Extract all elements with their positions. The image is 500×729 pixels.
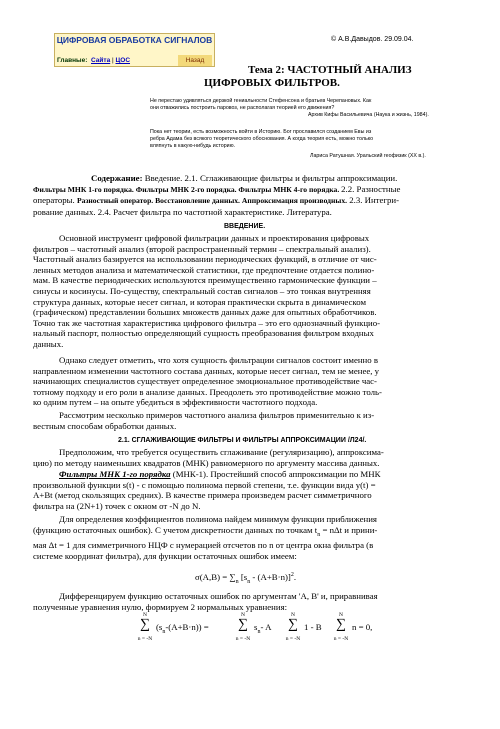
sec21-p3-line: Для определения коэффициентов полинома найдем минимум функции приближения	[59, 514, 377, 524]
eq1-rest2: - (A+B·n)]	[250, 572, 291, 582]
epigraph-2-line-1: Пока нет теории, есть возможность войти в Историю. Бог прославился созданием Евы из	[150, 129, 372, 135]
sec21-p3-line-2	[33, 525, 470, 540]
eq2-t1-sub: n	[162, 628, 166, 635]
contents-block	[33, 173, 470, 217]
eq2-sum-1-lower: n = -N	[137, 636, 153, 642]
intro-p1-line: синусы и косинусы. По-существу, спектральный состав сигналов – это тонкая внутренняя	[33, 285, 371, 296]
sec21-p4-line: полученные уравнения нулю, формируем 2 нормальных уравнения:	[33, 601, 288, 612]
intro-paragraph-3	[33, 410, 470, 431]
intro-p2-line: ко одним путем – на опыте убедиться в эффективности частотного подхода.	[33, 397, 318, 408]
contents-l3b[interactable]: Разностный оператор. Восстановление данных. Аппроксимация производных.	[76, 196, 348, 206]
intro-paragraph-1	[33, 233, 470, 350]
sec21-p2-line-1	[33, 469, 470, 480]
contents-label: Содержание:	[91, 173, 143, 183]
eq2-t2-sub: n	[257, 628, 261, 635]
header-nav	[55, 55, 214, 66]
contents-l3c[interactable]: 2.3. Интегри-	[349, 195, 400, 206]
eq2-sum-2-lower: n = -N	[235, 636, 251, 642]
eq2-sum-3: ∑	[288, 617, 298, 632]
epigraph-2-line-2: ребра Адама без всякого теоретического обоснования. А когда теория есть, можно только	[150, 136, 374, 142]
intro-p2-line: начинающих специалистов существует определенное эмоциональное противодействие час-	[33, 376, 377, 387]
equation-normal	[134, 612, 384, 648]
mnk1-filter-link[interactable]: Фильтры МНК 1-го порядка	[59, 469, 171, 479]
eq2-sum-4-upper: N	[339, 612, 343, 618]
sec21-p2-l1-rest: (МНК-1). Простейший способ аппроксимации по МНК	[170, 469, 381, 479]
eq2-sum-4-lower: n = -N	[333, 636, 349, 642]
eq2-t1b: -(A+B·n)) =	[165, 622, 209, 632]
intro-p3-line: вестным способам обработки данных.	[33, 420, 177, 431]
intro-p1-line: Точно так же частотная характеристика цифрового фильтра – это его однозначный функцио-	[33, 317, 381, 328]
sec21-paragraph-2	[33, 469, 470, 511]
eq2-sum-4: ∑	[336, 617, 346, 632]
eq1-rest: [s	[238, 572, 248, 582]
main-label: Главные:	[57, 57, 88, 64]
page-title	[204, 64, 468, 90]
eq2-t2b: - A	[260, 622, 272, 632]
sec21-paragraph-3	[33, 514, 470, 561]
contents-line-3	[33, 195, 470, 207]
sec21-p1-line: цию) по методу наименьших квадратов (МНК) равномерного по аргументу массива данных.	[33, 457, 380, 468]
site-link[interactable]: Сайта	[91, 57, 111, 64]
subscript-n: n	[317, 531, 321, 538]
sec21-p2-line: фильтра на (2N+1) точек с окном от -N до N.	[33, 500, 201, 511]
eq2-t2: s	[254, 622, 258, 632]
contents-l2a[interactable]: Фильтры МНК 1-го порядка. Фильтры МНК 2-го порядка. Фильтры МНК 4-го порядка.	[33, 184, 340, 194]
sec21-p3-line: системе координат фильтра), для функции остаточных ошибок имеем:	[33, 550, 297, 561]
epigraph-2-line-3: вляпнуть в какую-нибудь историю.	[150, 143, 236, 149]
eq1-lhs: σ(A,B) = ∑	[195, 572, 236, 582]
intro-p1-line: Частотный анализ базируется на использовании периодических функций, в отличие от чис-	[33, 254, 377, 265]
dsp-link[interactable]: ЦОС	[115, 57, 131, 64]
equation-residual	[195, 572, 296, 585]
site-header-box	[54, 33, 215, 67]
contents-line-4[interactable]: рование данных. 2.4. Расчет фильтра по частотной характеристике. Литература.	[33, 206, 332, 217]
eq2-term-4: n = 0,	[352, 622, 373, 632]
sec21-paragraph-4	[33, 591, 470, 612]
eq2-sum-1-upper: N	[143, 612, 147, 618]
contents-l2b[interactable]: 2.2. Разностные	[341, 183, 401, 194]
intro-paragraph-2	[33, 355, 470, 408]
eq2-term-1	[156, 622, 209, 635]
contents-line-1	[33, 173, 470, 184]
intro-p1-line: ленных методов анализа и математической статистики, где предпочтение отдается полино-	[33, 264, 375, 275]
author-date: © А.В.Давыдов. 29.09.04.	[331, 36, 414, 43]
epigraph-1-line-1: Не перестаю удивляться дерзкой гениальности Стефенсона и братьев Черепановых. Как	[150, 98, 372, 104]
eq2-sum-2: ∑	[238, 617, 248, 632]
sec21-p3-l2b: = nΔt и прини-	[322, 524, 378, 535]
eq2-term-2	[254, 622, 271, 635]
eq1-sub: n	[235, 578, 239, 585]
eq1-end: .	[293, 572, 297, 582]
eq2-t1: (s	[156, 622, 163, 632]
contents-l3a[interactable]: операторы.	[33, 195, 75, 206]
epigraph-2	[150, 129, 470, 160]
contents-l1[interactable]: Введение. 2.1. Сглаживающие фильтры и фильтры аппроксимации.	[144, 173, 398, 183]
intro-p1-line: данных.	[33, 338, 64, 349]
sec21-p4-line: Дифференцируем функцию остаточных ошибок по аргументам 'A, B' и, приравнивая	[59, 591, 378, 601]
intro-p2-line: направленном изменении частотного состава данных, которые несет сигнал, тем не менее, у	[33, 365, 380, 376]
title-line-2: ЦИФРОВЫХ ФИЛЬТРОВ.	[204, 77, 340, 89]
sec21-p1-line: Предположим, что требуется осуществить сглаживание (регуляризацию), аппроксима-	[59, 447, 384, 457]
sec21-paragraph-1	[33, 447, 470, 468]
eq2-sum-3-upper: N	[291, 612, 295, 618]
back-button[interactable]: Назад	[178, 55, 212, 66]
epigraph-2-author: Лариса Ратушная. Уральский геофизик (XX в.).	[310, 153, 426, 159]
section-2-1-heading: 2.1. СГЛАЖИВАЮЩИЕ ФИЛЬТРЫ И ФИЛЬТРЫ АППРОКСИМАЦИИ /Л24/.	[118, 437, 367, 444]
intro-p3-line: Рассмотрим несколько примеров частотного анализа фильтров применительно к из-	[59, 410, 375, 420]
intro-p1-line: Основной инструмент цифровой фильтрации данных и проектирования цифровых	[59, 233, 370, 243]
title-line-1: Тема 2: ЧАСТОТНЫЙ АНАЛИЗ	[248, 64, 412, 76]
intro-heading: ВВЕДЕНИЕ.	[224, 223, 266, 230]
eq2-term-3: 1 - B	[304, 622, 322, 632]
eq1-sub-s: n	[247, 578, 251, 585]
intro-p1-line: фильтров – частотный анализ (второй распространенный термин – спектральный анализ).	[33, 243, 371, 254]
contents-line-2	[33, 184, 470, 196]
eq2-sum-3-lower: n = -N	[285, 636, 301, 642]
sec21-p2-line: A+Bt (метод скользящих средних). В качестве примера произведем расчет симметричного	[33, 490, 372, 501]
intro-p1-line: (графическом) представлении больших множеств данных даже для опытных обработчиков.	[33, 307, 377, 318]
epigraph-1-line-2: они отважились построить паровоз, не располагая теорией его движения?	[150, 105, 335, 111]
intro-p2-line: тотному подходу и его роли в анализе данных. Преодолеть это противодействие можно толь-	[33, 386, 382, 397]
sec21-p3-l2a: (функцию остаточных ошибок). С учетом дискретности данных по точкам t	[33, 524, 318, 535]
sec21-p2-line: произвольной функции s(t) - с помощью полинома первой степени, т.е. функции вида y(t) =	[33, 479, 376, 490]
nav-links	[91, 55, 130, 66]
epigraph-1-author: Архив Кифы Васильевича (Наука и жизнь, 1984).	[308, 112, 429, 118]
sec21-p3-line: мая Δt = 1 для симметричного НЦФ с нумерацией отсчетов по n от центра окна фильтра (в	[33, 539, 374, 550]
eq1-sup: 2	[290, 572, 294, 579]
nav-separator: |	[112, 57, 114, 64]
intro-p2-line: Однако следует отметить, что хотя сущность фильтрации сигналов состоит именно в	[59, 355, 379, 365]
eq2-sum-2-upper: N	[241, 612, 245, 618]
intro-p1-line: мам. В качестве периодических используются преимущественно гармонические функции –	[33, 275, 377, 286]
epigraph-1	[150, 98, 470, 119]
eq2-sum-1: ∑	[140, 617, 150, 632]
site-title: ЦИФРОВАЯ ОБРАБОТКА СИГНАЛОВ	[56, 35, 213, 45]
intro-p1-line: нальный паспорт, полностью определяющий сущность преобразования фильтром входных	[33, 328, 374, 339]
intro-p1-line: структура данных, которые несет сигнал, и которая практически скрыта в динамическом	[33, 296, 367, 307]
